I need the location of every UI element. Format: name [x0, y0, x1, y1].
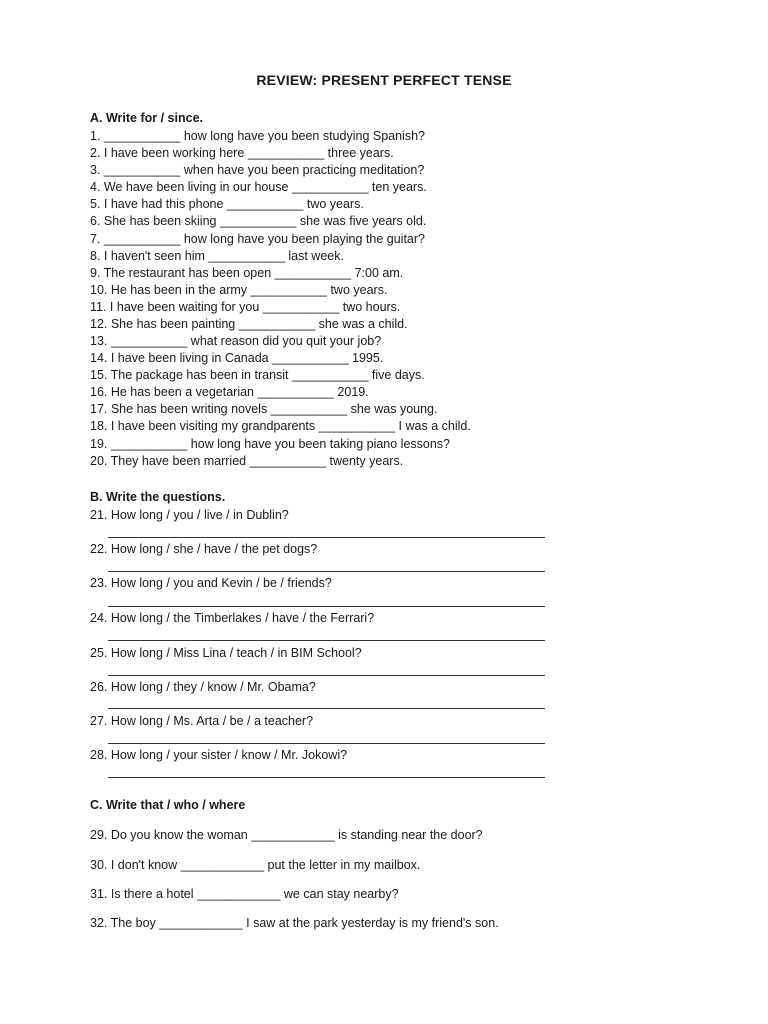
answer-line — [108, 743, 545, 744]
answer-line — [108, 606, 545, 607]
exercise-item: 18. I have been visiting my grandparents ___________ I was a child. — [90, 419, 471, 433]
exercise-item: 7. ___________ how long have you been playing the guitar? — [90, 232, 425, 246]
exercise-item: 3. ___________ when have you been practicing meditation? — [90, 163, 425, 177]
exercise-item: 16. He has been a vegetarian ___________ 2019. — [90, 385, 369, 399]
exercise-item: 14. I have been living in Canada ___________ 1995. — [90, 351, 384, 365]
exercise-item: 12. She has been painting ___________ she was a child. — [90, 317, 408, 331]
answer-line — [108, 777, 545, 778]
exercise-item: 9. The restaurant has been open ___________ 7:00 am. — [90, 266, 404, 280]
answer-line — [108, 571, 545, 572]
exercise-item: 21. How long / you / live / in Dublin? — [90, 508, 289, 522]
exercise-item: 5. I have had this phone ___________ two years. — [90, 197, 364, 211]
exercise-item: 22. How long / she / have / the pet dogs? — [90, 542, 318, 556]
exercise-item: 26. How long / they / know / Mr. Obama? — [90, 680, 316, 694]
exercise-item: 32. The boy ____________ I saw at the park yesterday is my friend's son. — [90, 916, 499, 930]
exercise-item: 11. I have been waiting for you ___________ two hours. — [90, 300, 401, 314]
exercise-item: 1. ___________ how long have you been studying Spanish? — [90, 129, 425, 143]
section-a-heading: A. Write for / since. — [90, 111, 203, 125]
exercise-item: 8. I haven't seen him ___________ last week. — [90, 249, 344, 263]
exercise-item: 29. Do you know the woman ____________ is standing near the door? — [90, 828, 483, 842]
answer-line — [108, 708, 545, 709]
exercise-item: 6. She has been skiing ___________ she was five years old. — [90, 214, 427, 228]
exercise-item: 17. She has been writing novels ___________ she was young. — [90, 402, 438, 416]
exercise-item: 27. How long / Ms. Arta / be / a teacher? — [90, 714, 314, 728]
exercise-item: 13. ___________ what reason did you quit your job? — [90, 334, 382, 348]
exercise-item: 10. He has been in the army ___________ two years. — [90, 283, 388, 297]
exercise-item: 24. How long / the Timberlakes / have / the Ferrari? — [90, 611, 375, 625]
section-b-heading: B. Write the questions. — [90, 490, 226, 504]
exercise-item: 4. We have been living in our house ___________ ten years. — [90, 180, 427, 194]
answer-line — [108, 640, 545, 641]
exercise-item: 25. How long / Miss Lina / teach / in BIM School? — [90, 646, 362, 660]
exercise-item: 23. How long / you and Kevin / be / friends? — [90, 576, 332, 590]
exercise-item: 15. The package has been in transit ___________ five days. — [90, 368, 425, 382]
exercise-item: 28. How long / your sister / know / Mr. Jokowi? — [90, 748, 348, 762]
answer-line — [108, 537, 545, 538]
exercise-item: 31. Is there a hotel ____________ we can stay nearby? — [90, 887, 399, 901]
answer-line — [108, 675, 545, 676]
page-title: REVIEW: PRESENT PERFECT TENSE — [256, 72, 512, 88]
exercise-item: 30. I don't know ____________ put the letter in my mailbox. — [90, 858, 421, 872]
exercise-item: 2. I have been working here ___________ three years. — [90, 146, 394, 160]
exercise-item: 20. They have been married ___________ twenty years. — [90, 454, 404, 468]
section-c-heading: C. Write that / who / where — [90, 798, 246, 812]
exercise-item: 19. ___________ how long have you been taking piano lessons? — [90, 437, 451, 451]
